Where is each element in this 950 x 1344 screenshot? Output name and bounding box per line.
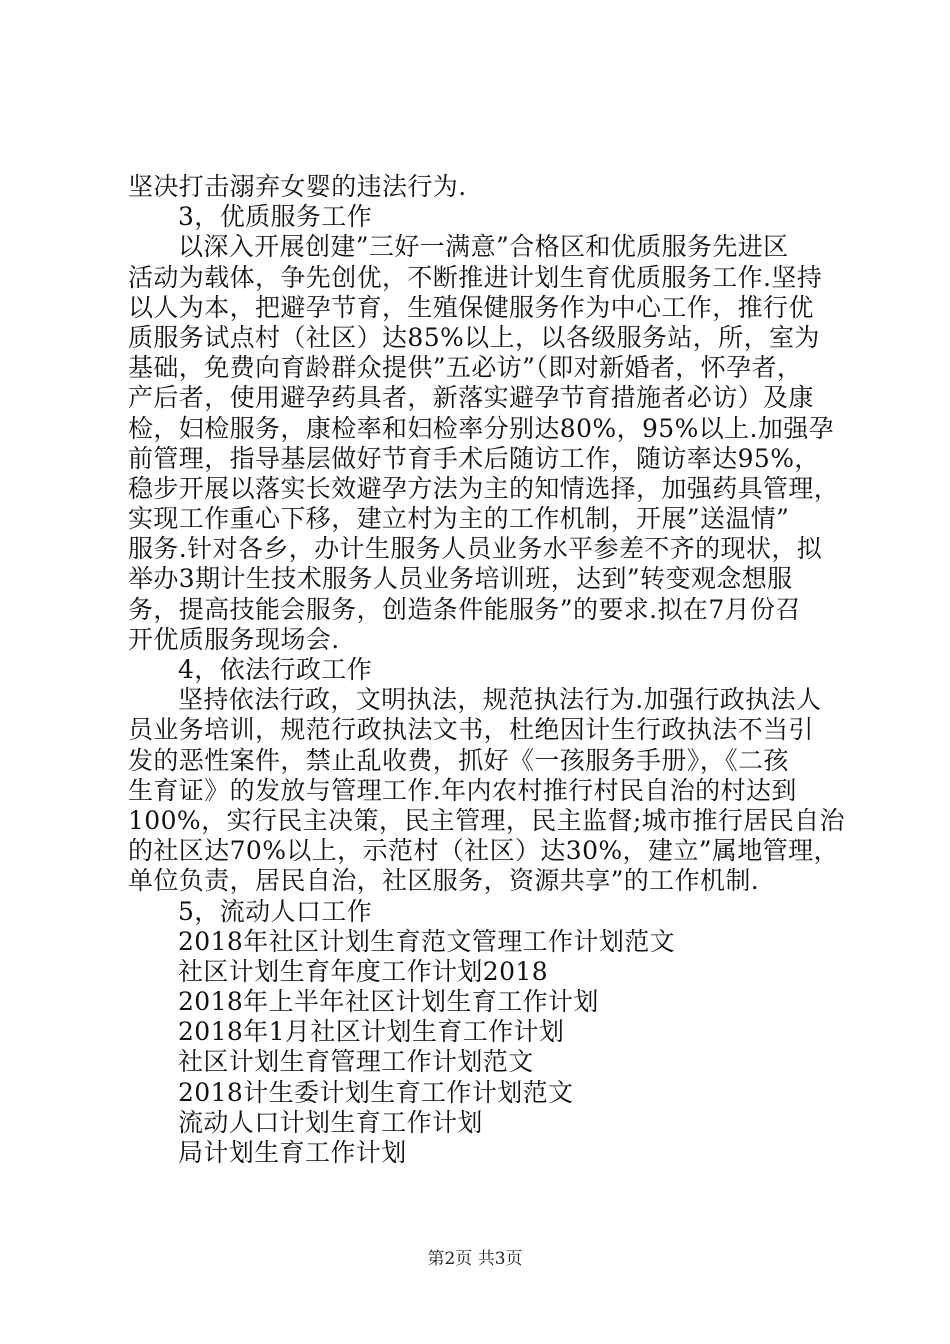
text-line: 员业务培训，规范行政执法文书，杜绝因计生行政执法不当引: [128, 715, 814, 745]
text-line: 100%，实行民主决策，民主管理，民主监督;城市推行居民自治: [128, 805, 845, 835]
text-line: 3，优质服务工作: [178, 202, 373, 232]
text-line: 产后者，使用避孕药具者，新落实避孕节育措施者必访）及康: [128, 383, 814, 413]
text-line: 服务.针对各乡，办计生服务人员业务水平参差不齐的现状，拟: [128, 534, 823, 564]
text-line: 2018年社区计划生育范文管理工作计划范文: [178, 926, 676, 956]
text-line: 务，提高技能会服务，创造条件能服务”的要求.拟在7月份召: [128, 594, 801, 624]
text-line: 社区计划生育年度工作计划2018: [178, 956, 549, 986]
document-body: [128, 172, 845, 1168]
text-line: 开优质服务现场会.: [128, 624, 340, 654]
text-line: 以人为本，把避孕节育，生殖保健服务作为中心工作，推行优: [128, 292, 814, 322]
text-line: 发的恶性案件，禁止乱收费，抓好《一孩服务手册》，《二孩: [128, 745, 789, 775]
text-line: 单位负责，居民自治，社区服务，资源共享”的工作机制.: [128, 866, 760, 896]
text-line: 前管理，指导基层做好节育手术后随访工作，随访率达95%，: [128, 443, 820, 473]
text-line: 基础，免费向育龄群众提供”五必访”（即对新婚者，怀孕者，: [128, 353, 803, 383]
text-line: 2018年1月社区计划生育工作计划: [178, 1017, 565, 1047]
text-line: 坚决打击溺弃女婴的违法行为.: [128, 172, 467, 201]
text-line: 稳步开展以落实长效避孕方法为主的知情选择，加强药具管理，: [128, 473, 840, 503]
text-line: 检，妇检服务，康检率和妇检率分别达80%，95%以上.加强孕: [128, 413, 835, 443]
text-line: 质服务试点村（社区）达85%以上，以各级服务站，所，室为: [128, 322, 820, 352]
text-line: 活动为载体，争先创优，不断推进计划生育优质服务工作.坚持: [128, 262, 823, 292]
page-footer: 第2页 共3页: [427, 1249, 523, 1269]
text-line: 社区计划生育管理工作计划范文: [178, 1047, 534, 1077]
text-line: 实现工作重心下移，建立村为主的工作机制，开展”送温情”: [128, 504, 790, 534]
text-line: 的社区达70%以上，示范村（社区）达30%，建立”属地管理，: [128, 836, 839, 866]
text-line: 坚持依法行政，文明执法，规范执法行为.加强行政执法人: [178, 685, 822, 715]
text-line: 生育证》的发放与管理工作.年内农村推行村民自治的村达到: [128, 775, 797, 805]
text-line: 以深入开展创建”三好一满意”合格区和优质服务先进区: [178, 232, 789, 262]
text-line: 4，依法行政工作: [178, 655, 373, 684]
text-line: 流动人口计划生育工作计划: [178, 1107, 483, 1137]
text-line: 2018年上半年社区计划生育工作计划: [178, 987, 599, 1017]
text-line: 2018计生委计划生育工作计划范文: [178, 1077, 574, 1107]
text-line: 5，流动人口工作: [178, 896, 373, 926]
text-line: 局计划生育工作计划: [178, 1138, 407, 1167]
text-line: 举办3期计生技术服务人员业务培训班，达到”转变观念想服: [128, 564, 793, 594]
